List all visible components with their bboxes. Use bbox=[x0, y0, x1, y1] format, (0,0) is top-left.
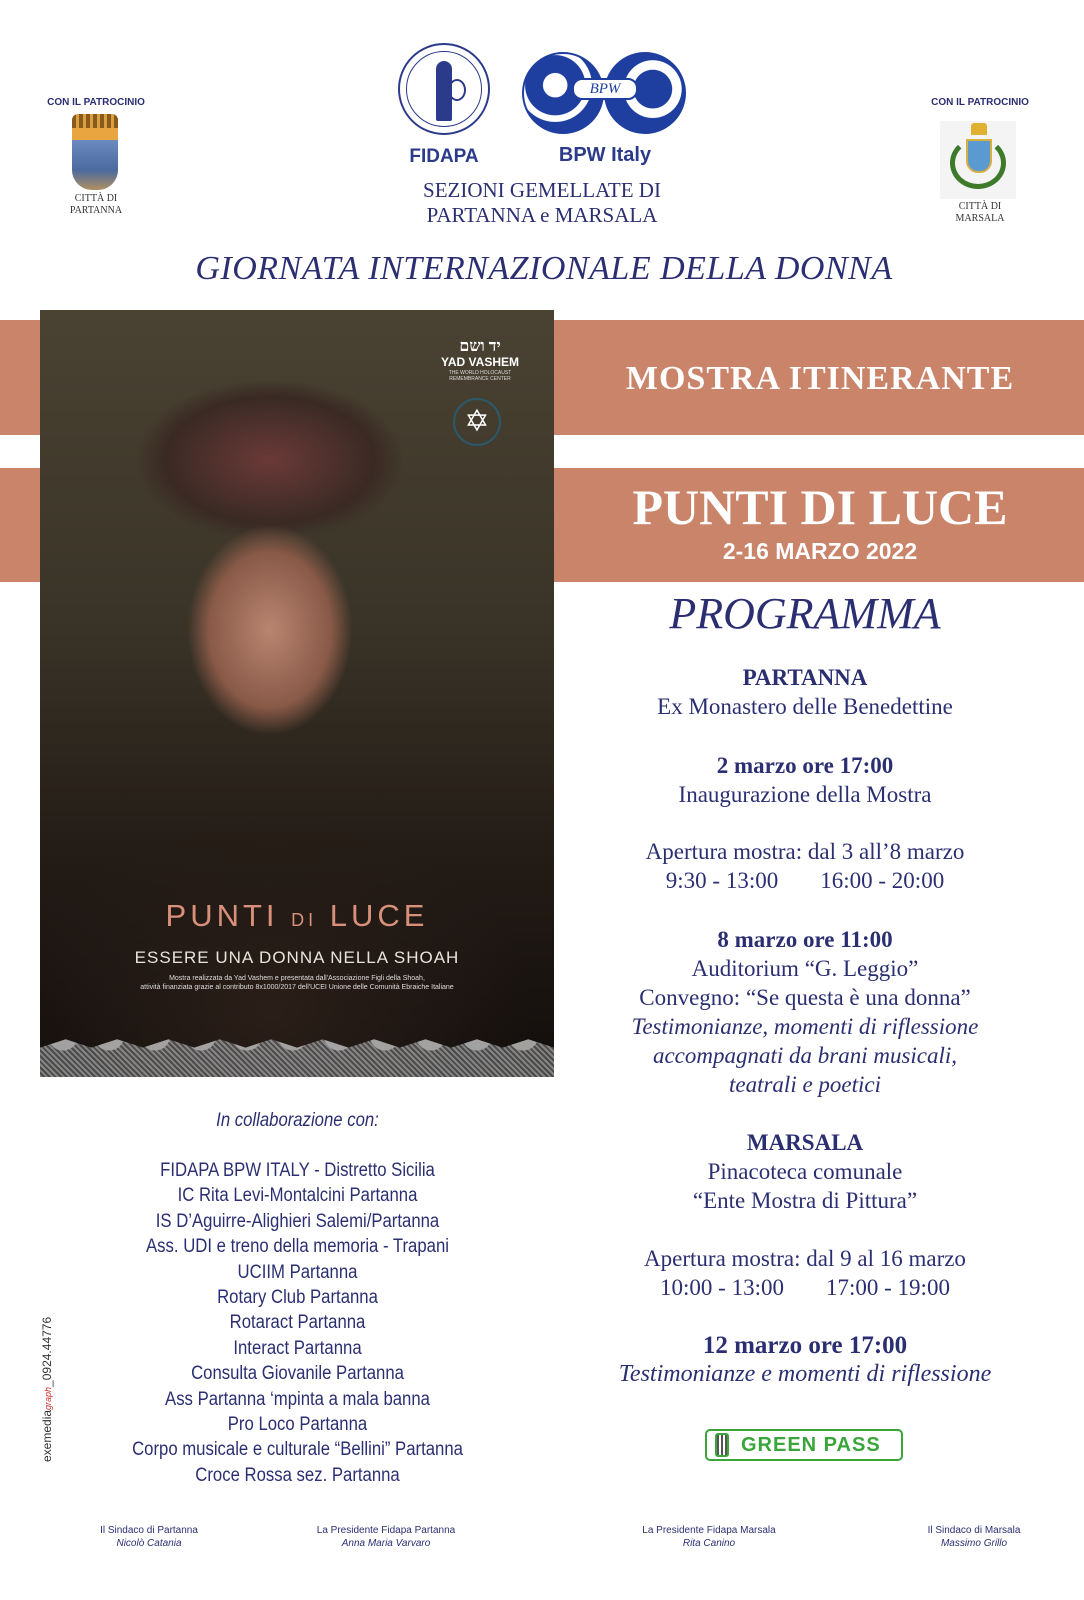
event-time: 12 marzo ore 17:00 bbox=[702, 1332, 908, 1359]
event-description: Testimonianze, momenti di riflessione bbox=[631, 1014, 979, 1039]
signature bbox=[609, 1524, 809, 1550]
partner-item: UCIIM Partanna bbox=[237, 1261, 358, 1283]
event-title: Testimonianze e momenti di riflessione bbox=[618, 1361, 992, 1387]
partner-item: Pro Loco Partanna bbox=[227, 1414, 368, 1436]
banner-subtitle: MOSTRA ITINERANTE bbox=[625, 360, 1015, 397]
city-label: CITTÀ DI bbox=[74, 193, 118, 204]
partner-item: Rotaract Partanna bbox=[229, 1312, 366, 1334]
partner-item: Consulta Giovanile Partanna bbox=[191, 1363, 404, 1385]
fidapa-label: FIDAPA bbox=[409, 146, 479, 167]
event-time: 8 marzo ore 11:00 bbox=[717, 927, 893, 952]
sections-line-2: PARTANNA e MARSALA bbox=[426, 203, 658, 227]
lace-border bbox=[40, 1035, 554, 1077]
partanna-crest-icon bbox=[72, 114, 118, 190]
event-time: 2 marzo ore 17:00 bbox=[716, 753, 894, 778]
signature-name: Anna Maria Varvaro bbox=[341, 1538, 431, 1549]
venue: Pinacoteca comunale bbox=[707, 1159, 903, 1184]
poster-credit-line: attività finanziata grazie al contributo 8x1000/2017 dell'UCEI Unione delle Comunità Ebraiche Italiane bbox=[140, 984, 454, 991]
programma-heading: PROGRAMMA bbox=[669, 589, 941, 638]
city-label: CITTÀ DI bbox=[958, 201, 1002, 212]
partner-item: FIDAPA BPW ITALY - Distretto Sicilia bbox=[160, 1160, 435, 1181]
partner-item: Ass Partanna ‘mpinta a mala banna bbox=[165, 1388, 430, 1410]
poster-credit-line: Mostra realizzata da Yad Vashem e presentata dall'Associazione Figli della Shoah, bbox=[169, 975, 425, 982]
credit-part: graph bbox=[43, 1386, 53, 1410]
signature bbox=[286, 1524, 486, 1550]
partner-item: Interact Partanna bbox=[233, 1337, 362, 1359]
signature bbox=[49, 1524, 249, 1550]
poster-title-a: PUNTI bbox=[165, 898, 279, 933]
green-pass-badge bbox=[705, 1429, 903, 1461]
event-description: teatrali e poetici bbox=[728, 1072, 881, 1097]
partner-item: IC Rita Levi-Montalcini Partanna bbox=[177, 1185, 418, 1207]
venue: Ex Monastero delle Benedettine bbox=[657, 694, 953, 719]
signature bbox=[874, 1524, 1074, 1550]
sections-line-1: SEZIONI GEMELLATE DI bbox=[423, 178, 661, 202]
poster-title-di: DI bbox=[291, 910, 318, 930]
green-pass-label: GREEN PASS bbox=[741, 1433, 881, 1456]
partner-item: Rotary Club Partanna bbox=[217, 1287, 378, 1309]
bpw-label: BPW Italy bbox=[558, 144, 652, 166]
bpw-logo-icon bbox=[522, 52, 688, 134]
city-name: MARSALA bbox=[955, 213, 1005, 224]
patronage-label-left: CON IL PATROCINIO bbox=[47, 97, 145, 108]
yad-vashem-hebrew: יד ושם bbox=[459, 338, 501, 355]
signature-role: Il Sindaco di Partanna bbox=[100, 1525, 198, 1536]
yad-vashem-subtitle: THE WORLD HOLOCAUST REMEMBRANCE CENTER bbox=[448, 370, 512, 382]
signature-name: Nicolò Catania bbox=[116, 1538, 182, 1549]
signature-role: La Presidente Fidapa Marsala bbox=[642, 1525, 776, 1536]
venue: “Ente Mostra di Pittura” bbox=[692, 1188, 918, 1213]
city-name: PARTANNA bbox=[69, 205, 123, 216]
bpw-inner-label: BPW bbox=[572, 78, 638, 100]
banner-dates: 2-16 MARZO 2022 bbox=[722, 538, 918, 564]
event-title: GIORNATA INTERNAZIONALE DELLA DONNA bbox=[195, 250, 893, 287]
yad-vashem-logo: YAD VASHEM bbox=[440, 355, 520, 369]
event-title: Convegno: “Se questa è una donna” bbox=[639, 985, 971, 1010]
signature-name: Massimo Grillo bbox=[940, 1538, 1008, 1549]
partner-item: Croce Rossa sez. Partanna bbox=[195, 1464, 400, 1486]
poster-title-b: LUCE bbox=[329, 898, 429, 933]
signature-name: Rita Canino bbox=[682, 1538, 736, 1549]
collaboration-list bbox=[115, 1158, 480, 1488]
poster-subtitle: ESSERE UNA DONNA NELLA SHOAH bbox=[134, 948, 460, 967]
banner-title: PUNTI DI LUCE bbox=[632, 479, 1008, 535]
opening-hours-morning: 9:30 - 13:00 bbox=[665, 868, 779, 893]
venue: Auditorium “G. Leggio” bbox=[691, 956, 919, 981]
partner-item: Ass. UDI e treno della memoria - Trapani bbox=[146, 1236, 449, 1258]
opening-label: Apertura mostra: dal 9 al 16 marzo bbox=[644, 1246, 966, 1271]
opening-hours-afternoon: 17:00 - 19:00 bbox=[826, 1275, 950, 1300]
credit-part: exemedia bbox=[40, 1409, 54, 1462]
star-of-david-icon: ✡ bbox=[453, 398, 501, 446]
opening-hours-morning: 10:00 - 13:00 bbox=[660, 1275, 784, 1300]
event-description: accompagnati da brani musicali, bbox=[652, 1043, 958, 1068]
city-heading: MARSALA bbox=[746, 1130, 864, 1155]
partner-item: Corpo musicale e culturale “Bellini” Partanna bbox=[132, 1439, 463, 1461]
partner-item: IS D’Aguirre-Alighieri Salemi/Partanna bbox=[155, 1210, 440, 1232]
collaboration-heading: In collaborazione con: bbox=[216, 1110, 379, 1131]
fidapa-logo-icon bbox=[398, 43, 490, 135]
designer-credit bbox=[40, 1262, 54, 1462]
signature-role: La Presidente Fidapa Partanna bbox=[316, 1525, 456, 1536]
credit-part: _0924.44776 bbox=[40, 1316, 54, 1387]
opening-hours-afternoon: 16:00 - 20:00 bbox=[820, 868, 945, 893]
event-title: Inaugurazione della Mostra bbox=[678, 782, 932, 807]
signature-role: Il Sindaco di Marsala bbox=[927, 1525, 1021, 1536]
marsala-crest-icon bbox=[940, 121, 1016, 199]
patronage-label-right: CON IL PATROCINIO bbox=[931, 97, 1029, 108]
opening-label: Apertura mostra: dal 3 all’8 marzo bbox=[645, 839, 965, 864]
exhibition-poster bbox=[40, 310, 554, 1077]
city-heading: PARTANNA bbox=[742, 665, 868, 690]
phone-qr-icon bbox=[715, 1433, 729, 1457]
